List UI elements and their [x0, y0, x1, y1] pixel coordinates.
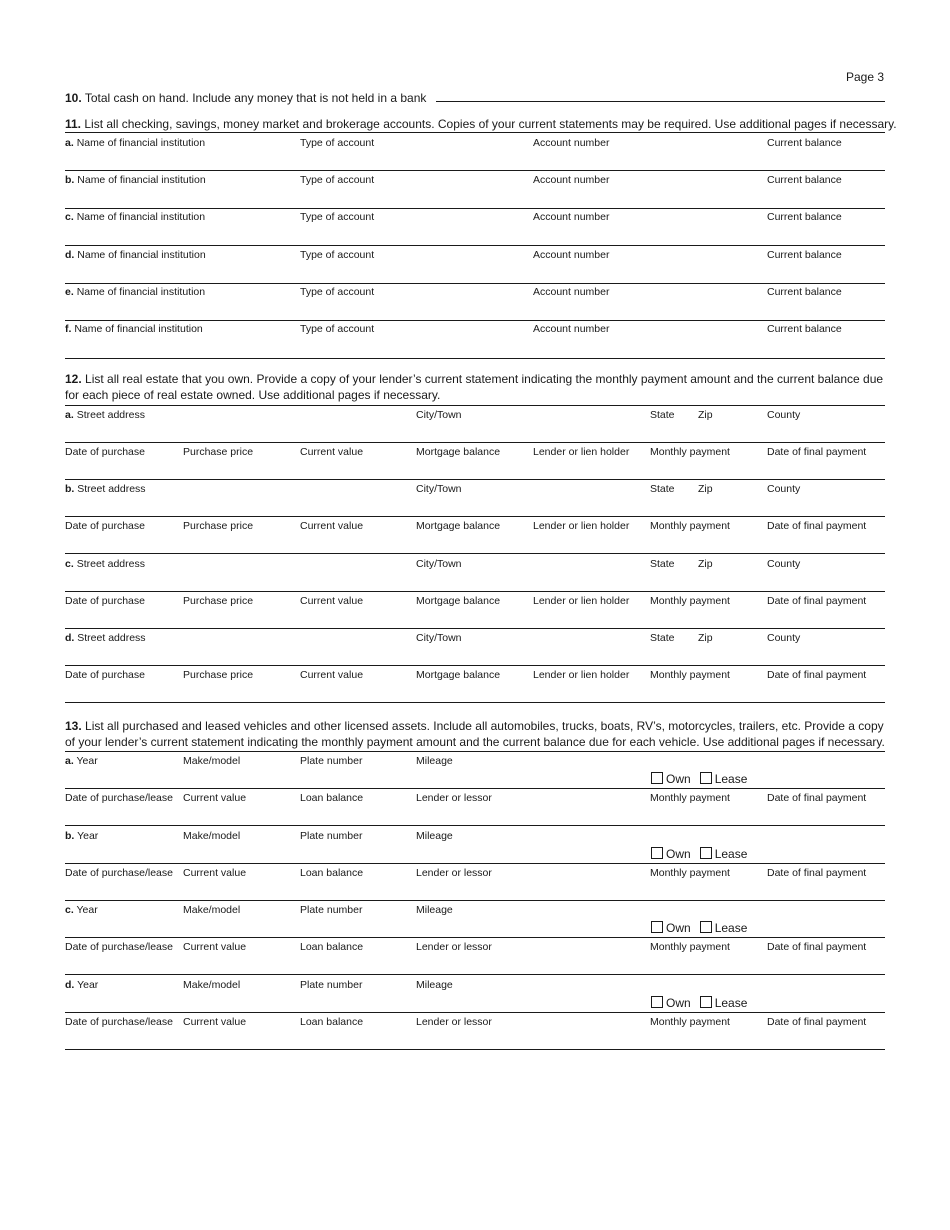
- q13-monthly-label-0-text: Monthly payment: [650, 792, 730, 804]
- q13-make-label-3-text: Make/model: [183, 978, 241, 991]
- q12-lender-label-1-text: Lender or lien holder: [533, 520, 630, 533]
- q12-date-label-3-text: Date of purchase: [65, 668, 145, 681]
- q13-final-label-0-text: Date of final payment: [767, 792, 867, 804]
- q12-date-label-2-text: Date of purchase: [65, 594, 145, 607]
- q12-street-label-0-text: Street address: [76, 409, 145, 421]
- q13-mileage-label-1-text: Mileage: [416, 829, 453, 842]
- q12-value-label-1-text: Current value: [300, 520, 364, 533]
- q13-year-label-3-text: Year: [77, 978, 99, 991]
- q12-final-label-2-text: Date of final payment: [767, 594, 867, 607]
- q11-account-number-label-3-text: Account number: [533, 248, 610, 261]
- q12-monthly-label-0-text: Monthly payment: [650, 446, 730, 458]
- q13-date-label-1-text: Date of purchase/lease: [65, 866, 173, 879]
- q12-mortgage-label-3-text: Mortgage balance: [416, 668, 501, 681]
- q12-county-label-2-text: County: [767, 557, 801, 570]
- q13-lender-label-0-text: Lender or lessor: [416, 792, 492, 804]
- q13-make-label-0-text: Make/model: [183, 755, 241, 767]
- q13-lender-label-2-text: Lender or lessor: [416, 941, 492, 953]
- q12-monthly-label-2-text: Monthly payment: [650, 594, 730, 607]
- q12-monthly-label-1-text: Monthly payment: [650, 520, 730, 533]
- q13-lease-label-0: Lease: [714, 772, 748, 786]
- q13-lease-checkbox-0[interactable]: [700, 772, 712, 784]
- q13-own-lease-1: [651, 847, 747, 861]
- q12-address-input-3[interactable]: [65, 644, 885, 666]
- q13-plate-label-1-text: Plate number: [300, 829, 363, 842]
- q13-plate-label-3-text: Plate number: [300, 978, 363, 991]
- q12-city-label-0-text: City/Town: [416, 409, 462, 421]
- q12-mid-rule-1: [65, 516, 885, 517]
- q12-final-label-3-text: Date of final payment: [767, 668, 867, 681]
- q12-top-rule: [65, 405, 885, 406]
- q13-lease-checkbox-3[interactable]: [700, 996, 712, 1008]
- q13-loan-input-1[interactable]: [65, 879, 885, 901]
- q12-state-label-3-text: State: [650, 631, 675, 644]
- q11-row-input-4[interactable]: [65, 298, 885, 320]
- q12-row-rule-0: [65, 479, 885, 480]
- q12-street-label-3-text: Street address: [77, 631, 146, 644]
- q11-account-type-label-3-text: Type of account: [300, 248, 375, 261]
- q13-value-label-2-text: Current value: [183, 941, 247, 953]
- q13-mid-rule-3: [65, 1012, 885, 1013]
- q11-rule-0: [65, 170, 885, 171]
- q12-mortgage-label-1-text: Mortgage balance: [416, 520, 501, 533]
- q11-balance-label-5-text: Current balance: [767, 323, 842, 335]
- q11-institution-label-1-text: Name of financial institution: [77, 174, 206, 187]
- q13-loan-label-1-text: Loan balance: [300, 866, 364, 879]
- q11-row-input-0[interactable]: [65, 149, 885, 171]
- q11-top-rule: [65, 132, 885, 133]
- q13-vehicle-input-0[interactable]: [65, 767, 645, 789]
- q13-own-lease-3: [651, 996, 747, 1010]
- q13-make-label-2-text: Make/model: [183, 904, 241, 916]
- q11-account-number-label-0-text: Account number: [533, 137, 610, 149]
- q12-final-label-1-text: Date of final payment: [767, 520, 867, 533]
- q12-number: 12.: [65, 372, 82, 386]
- q13-mid-rule-1: [65, 863, 885, 864]
- q13-own-label-2: Own: [666, 921, 691, 935]
- q13-label: List all purchased and leased vehicles and other licensed assets. Include all automobiles, trucks, boats, RV’s, motorcycles, trailers, etc. Provide a copy of your lender’s current statement indicating the monthly payment amount and the current balance due for each vehicle. Use additional pages if necessary.: [65, 719, 885, 749]
- q13-own-label-0: Own: [666, 772, 691, 786]
- q13-year-label-2-letter: c.: [65, 904, 74, 916]
- q13-year-label-0-letter: a.: [65, 755, 74, 767]
- q12-city-label-2-text: City/Town: [416, 557, 462, 570]
- q11-rule-3: [65, 283, 885, 284]
- q12-state-label-1-text: State: [650, 483, 675, 496]
- q12-zip-label-1-text: Zip: [698, 483, 713, 496]
- q11-rule-1: [65, 208, 885, 209]
- q13-lease-label-3: Lease: [714, 995, 748, 1010]
- q13-lease-label-2: Lease: [714, 921, 748, 935]
- q13-plate-label-2-text: Plate number: [300, 904, 363, 916]
- q12-zip-label-2-text: Zip: [698, 557, 713, 570]
- q12-street-label-2-letter: c.: [65, 557, 74, 570]
- q13-row-rule-1: [65, 900, 885, 901]
- q13-number: 13.: [65, 719, 82, 733]
- q12-county-label-3-text: County: [767, 631, 801, 644]
- q11-balance-label-0-text: Current balance: [767, 137, 842, 149]
- q12-zip-label-0-text: Zip: [698, 409, 713, 421]
- q11-balance-label-3-text: Current balance: [767, 248, 842, 261]
- q13-mileage-label-2-text: Mileage: [416, 904, 453, 916]
- q11-account-type-label-1-text: Type of account: [300, 174, 375, 187]
- q11-rule-5: [65, 358, 885, 359]
- q13-own-checkbox-1[interactable]: [651, 847, 663, 859]
- q13-loan-label-3-text: Loan balance: [300, 1015, 364, 1028]
- q12-city-label-3-text: City/Town: [416, 631, 462, 644]
- q13-vehicle-input-2[interactable]: [65, 916, 645, 938]
- q11-balance-label-1-text: Current balance: [767, 174, 842, 187]
- q13-year-label-3-letter: d.: [65, 978, 75, 991]
- q11-institution-label-2-text: Name of financial institution: [76, 211, 206, 224]
- q13-date-label-2-text: Date of purchase/lease: [65, 941, 173, 953]
- q11-number: 11.: [65, 117, 82, 131]
- q12-row-rule-3: [65, 702, 885, 703]
- q12-price-label-0-text: Purchase price: [183, 446, 254, 458]
- q12-date-label-1-text: Date of purchase: [65, 520, 145, 533]
- q12-mortgage-label-2-text: Mortgage balance: [416, 594, 501, 607]
- q13-final-label-1-text: Date of final payment: [767, 866, 867, 879]
- q13-own-label-1: Own: [666, 846, 691, 861]
- q13-text: [65, 718, 890, 750]
- q11-row-input-5[interactable]: [65, 335, 885, 357]
- q13-lease-label-1: Lease: [714, 846, 748, 861]
- q12-street-label-1-letter: b.: [65, 483, 75, 496]
- q13-row-rule-0: [65, 825, 885, 826]
- q11-institution-label-0-letter: a.: [65, 137, 74, 149]
- q11-institution-label-5-text: Name of financial institution: [74, 323, 203, 335]
- q13-mid-rule-2: [65, 937, 885, 938]
- q12-value-label-0-text: Current value: [300, 446, 364, 458]
- q11-account-number-label-2-text: Account number: [533, 211, 610, 224]
- q11-institution-label-4-letter: e.: [65, 285, 74, 298]
- q13-year-label-0-text: Year: [76, 755, 98, 767]
- q11-institution-label-2-letter: c.: [65, 211, 74, 224]
- q12-mid-rule-3: [65, 665, 885, 666]
- q13-mid-rule-0: [65, 788, 885, 789]
- q12-monthly-label-3-text: Monthly payment: [650, 668, 730, 681]
- q10-cash-input-line[interactable]: [436, 101, 885, 102]
- q12-row-rule-1: [65, 553, 885, 554]
- q12-zip-label-3-text: Zip: [698, 631, 713, 644]
- q13-own-checkbox-0[interactable]: [651, 772, 663, 784]
- q13-monthly-label-1-text: Monthly payment: [650, 866, 730, 879]
- q13-own-lease-0: [651, 772, 747, 786]
- q13-loan-input-3[interactable]: [65, 1028, 885, 1050]
- q12-street-label-3-letter: d.: [65, 631, 75, 644]
- q12-price-label-2-text: Purchase price: [183, 594, 254, 607]
- q12-lender-label-2-text: Lender or lien holder: [533, 594, 630, 607]
- q12-lender-label-0-text: Lender or lien holder: [533, 446, 630, 458]
- q11-institution-label-3-text: Name of financial institution: [77, 248, 206, 261]
- q13-value-label-1-text: Current value: [183, 866, 247, 879]
- q12-final-label-0-text: Date of final payment: [767, 446, 867, 458]
- q13-lender-label-3-text: Lender or lessor: [416, 1015, 492, 1028]
- q12-mortgage-label-0-text: Mortgage balance: [416, 446, 501, 458]
- page-number: Page 3: [846, 70, 885, 84]
- q13-monthly-label-3-text: Monthly payment: [650, 1015, 730, 1028]
- q13-date-label-3-text: Date of purchase/lease: [65, 1015, 173, 1028]
- q11-balance-label-4-text: Current balance: [767, 285, 842, 298]
- q13-year-label-2-text: Year: [76, 904, 98, 916]
- q11-row-input-3[interactable]: [65, 261, 885, 283]
- q12-address-input-1[interactable]: [65, 495, 885, 517]
- q13-final-label-3-text: Date of final payment: [767, 1015, 867, 1028]
- q13-row-rule-2: [65, 974, 885, 975]
- q11-rule-4: [65, 320, 885, 321]
- q13-final-label-2-text: Date of final payment: [767, 941, 867, 953]
- q12-value-label-2-text: Current value: [300, 594, 364, 607]
- q13-date-label-0-text: Date of purchase/lease: [65, 792, 173, 804]
- q13-year-label-1-text: Year: [77, 829, 99, 842]
- q11-account-type-label-4-text: Type of account: [300, 285, 375, 298]
- q12-address-input-2[interactable]: [65, 570, 885, 592]
- q12-text: [65, 371, 890, 403]
- q11-institution-label-0-text: Name of financial institution: [76, 137, 206, 149]
- q13-loan-input-0[interactable]: [65, 804, 885, 826]
- q12-row-rule-2: [65, 628, 885, 629]
- q13-vehicle-input-1[interactable]: [65, 842, 645, 864]
- q13-value-label-3-text: Current value: [183, 1015, 247, 1028]
- q12-mid-rule-2: [65, 591, 885, 592]
- q13-own-checkbox-3[interactable]: [651, 996, 663, 1008]
- q12-street-label-1-text: Street address: [77, 483, 146, 496]
- q13-mileage-label-3-text: Mileage: [416, 978, 453, 991]
- q12-county-label-1-text: County: [767, 483, 801, 496]
- q12-address-input-0[interactable]: [65, 421, 885, 443]
- q13-row-rule-3: [65, 1049, 885, 1050]
- q13-loan-input-2[interactable]: [65, 953, 885, 975]
- q12-street-label-0-letter: a.: [65, 409, 74, 421]
- q12-purchase-input-0[interactable]: [65, 458, 885, 480]
- q12-price-label-1-text: Purchase price: [183, 520, 254, 533]
- q12-date-label-0-text: Date of purchase: [65, 446, 145, 458]
- q12-mid-rule-0: [65, 442, 885, 443]
- q11-institution-label-3-letter: d.: [65, 248, 75, 261]
- q12-lender-label-3-text: Lender or lien holder: [533, 668, 630, 681]
- q13-own-checkbox-2[interactable]: [651, 921, 663, 933]
- q13-plate-label-0-text: Plate number: [300, 755, 363, 767]
- q13-own-label-3: Own: [666, 995, 691, 1010]
- q13-top-rule: [65, 751, 885, 752]
- q10-number: 10.: [65, 91, 82, 105]
- q13-own-lease-2: [651, 921, 747, 935]
- q11-balance-label-2-text: Current balance: [767, 211, 842, 224]
- q12-county-label-0-text: County: [767, 409, 801, 421]
- q11-account-number-label-4-text: Account number: [533, 285, 610, 298]
- q13-lease-checkbox-1[interactable]: [700, 847, 712, 859]
- q12-purchase-input-1[interactable]: [65, 532, 885, 554]
- q11-row-input-1[interactable]: [65, 186, 885, 208]
- q13-lender-label-1-text: Lender or lessor: [416, 866, 492, 879]
- q11-institution-label-5-letter: f.: [65, 323, 72, 335]
- q11-text: [65, 116, 897, 132]
- q12-city-label-1-text: City/Town: [416, 483, 462, 496]
- q13-mileage-label-0-text: Mileage: [416, 755, 453, 767]
- q12-street-label-2-text: Street address: [76, 557, 145, 570]
- q11-account-type-label-0-text: Type of account: [300, 137, 375, 149]
- q13-loan-label-0-text: Loan balance: [300, 792, 364, 804]
- q13-monthly-label-2-text: Monthly payment: [650, 941, 730, 953]
- q12-price-label-3-text: Purchase price: [183, 668, 254, 681]
- q12-state-label-0-text: State: [650, 409, 675, 421]
- q10-label: Total cash on hand. Include any money that is not held in a bank: [84, 91, 427, 105]
- q12-label: List all real estate that you own. Provide a copy of your lender’s current statement indicating the monthly payment amount and the current balance due for each piece of real estate owned. Use additional pages if necessary.: [65, 372, 884, 402]
- q13-year-label-1-letter: b.: [65, 829, 75, 842]
- q11-account-number-label-5-text: Account number: [533, 323, 610, 335]
- q11-row-input-2[interactable]: [65, 223, 885, 245]
- q13-lease-checkbox-2[interactable]: [700, 921, 712, 933]
- q11-institution-label-1-letter: b.: [65, 174, 75, 187]
- q11-account-type-label-5-text: Type of account: [300, 323, 375, 335]
- q12-purchase-input-2[interactable]: [65, 607, 885, 629]
- q11-account-type-label-2-text: Type of account: [300, 211, 375, 224]
- q13-loan-label-2-text: Loan balance: [300, 941, 364, 953]
- q12-purchase-input-3[interactable]: [65, 681, 885, 703]
- q13-value-label-0-text: Current value: [183, 792, 247, 804]
- q12-value-label-3-text: Current value: [300, 668, 364, 681]
- q10-text: [65, 90, 426, 106]
- q13-make-label-1-text: Make/model: [183, 829, 241, 842]
- q12-state-label-2-text: State: [650, 557, 675, 570]
- q11-institution-label-4-text: Name of financial institution: [76, 285, 206, 298]
- q11-rule-2: [65, 245, 885, 246]
- q13-vehicle-input-3[interactable]: [65, 991, 645, 1013]
- q11-label: List all checking, savings, money market and brokerage accounts. Copies of your current statements may be required. Use additional pages if necessary.: [84, 117, 897, 131]
- q11-account-number-label-1-text: Account number: [533, 174, 610, 187]
